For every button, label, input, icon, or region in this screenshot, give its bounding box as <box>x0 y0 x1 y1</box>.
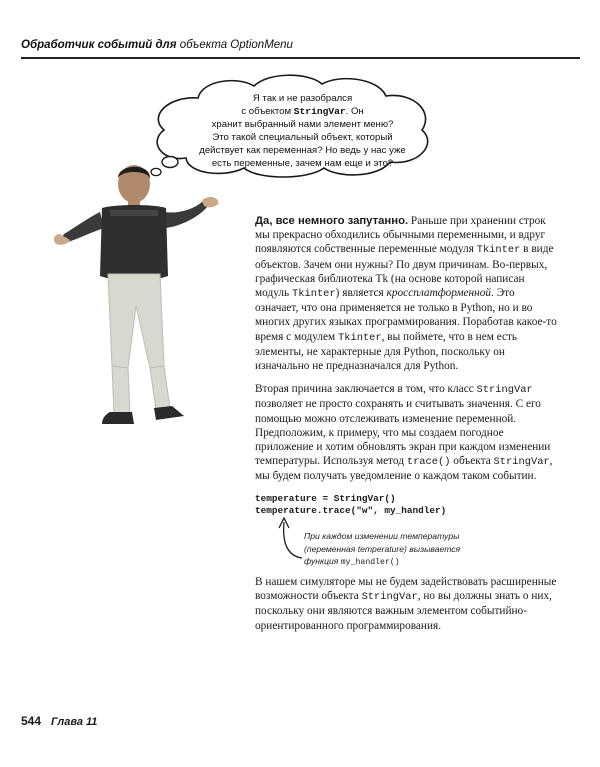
lead-phrase: Да, все немного запутанно. <box>255 215 409 227</box>
chapter-label: Глава 11 <box>51 716 98 728</box>
annotation-line-3a: функция <box>304 556 339 566</box>
p3-code-1: StringVar <box>361 591 418 604</box>
paragraph-1 <box>255 214 560 373</box>
thought-line-2b: . Он <box>345 106 364 117</box>
p2-code-3: StringVar <box>493 456 550 469</box>
annotation-code: my_handler() <box>340 558 400 567</box>
thought-line-2 <box>190 105 415 118</box>
p1-text-2: в виде объектов. Зачем они нужны? По двум причинам. Во-первых, графическая библиотека Tk (на основе которой написан модуль <box>255 243 554 300</box>
p2-text-3: объекта <box>450 455 494 468</box>
p2-code-1: StringVar <box>476 384 533 397</box>
thought-line-4: Это такой специальный объект, который <box>212 132 393 143</box>
paragraph-3 <box>255 575 560 633</box>
page-number: 544 <box>21 714 42 728</box>
thought-line-5: действует как переменная? Но ведь у нас уже <box>199 145 406 156</box>
p2-text-2: позволяет не просто сохранять и считывать значения. С его помощью можно отслеживать изменение переменной. Предположим, к примеру, что мы создаем погодное приложение и хотим обновлять экран при каждом изменении температуры. Используя метод <box>255 398 551 468</box>
annotation-line-1: При каждом изменении температуры <box>304 531 460 541</box>
p3-text-2: , но вы должны знать о них, поскольку они являются важным элементом событийно-ориентированного программирования. <box>255 590 552 632</box>
p2-text-4: , мы будем получать уведомление о каждом таком событии. <box>255 455 553 483</box>
header-title-rest: объекта OptionMenu <box>179 39 293 51</box>
thought-line-2a: с объектом <box>241 106 292 117</box>
shrugging-man-illustration <box>52 156 232 446</box>
paragraph-2 <box>255 382 560 483</box>
p1-code-1: Tkinter <box>476 244 521 257</box>
thought-line-3: хранит выбранный нами элемент меню? <box>211 119 394 130</box>
header-rule <box>21 57 580 59</box>
p1-code-3: Tkinter <box>338 331 382 344</box>
p3-text-1: В нашем симуляторе мы не будем задействовать расширенные возможности объекта <box>255 576 557 603</box>
p1-emphasis: кроссплатформенной <box>386 287 492 300</box>
thought-line-1: Я так и не разобрался <box>252 93 353 104</box>
p2-code-2: trace() <box>406 456 451 469</box>
p1-text-3: ) является <box>335 287 387 300</box>
code-line-2: temperature.trace("w", my_handler) <box>255 504 447 516</box>
p1-text-1: Раньше при хранении строк мы прекрасно обходились обычными переменными, и вдруг появляются собственные переменные модуля <box>255 215 546 256</box>
p1-text-4: . Это означает, что она применяется не только в Python, но и во многих других языках программирования. Поработав какое-то время с модулем <box>255 287 557 343</box>
page-footer <box>21 714 97 728</box>
thought-code-stringvar: StringVar <box>293 106 346 117</box>
running-header <box>21 39 581 51</box>
thought-line-6: есть переменные, зачем нам еще и это? <box>211 158 394 169</box>
p2-text-1: Вторая причина заключается в том, что класс <box>255 383 477 396</box>
main-text <box>255 214 560 517</box>
p1-code-2: Tkinter <box>292 288 336 301</box>
code-line-1: temperature = StringVar() <box>255 492 396 504</box>
annotation-line-3 <box>304 555 504 570</box>
p1-text-5: , вы поймете, что в нем есть элементы, не характерные для Python, поскольку он изначально не предназначался для Python. <box>255 330 518 373</box>
annotation-line-2: (переменная temperature) вызывается <box>304 543 461 554</box>
code-annotation <box>304 530 504 570</box>
header-title-bold: Обработчик событий для <box>21 39 177 51</box>
